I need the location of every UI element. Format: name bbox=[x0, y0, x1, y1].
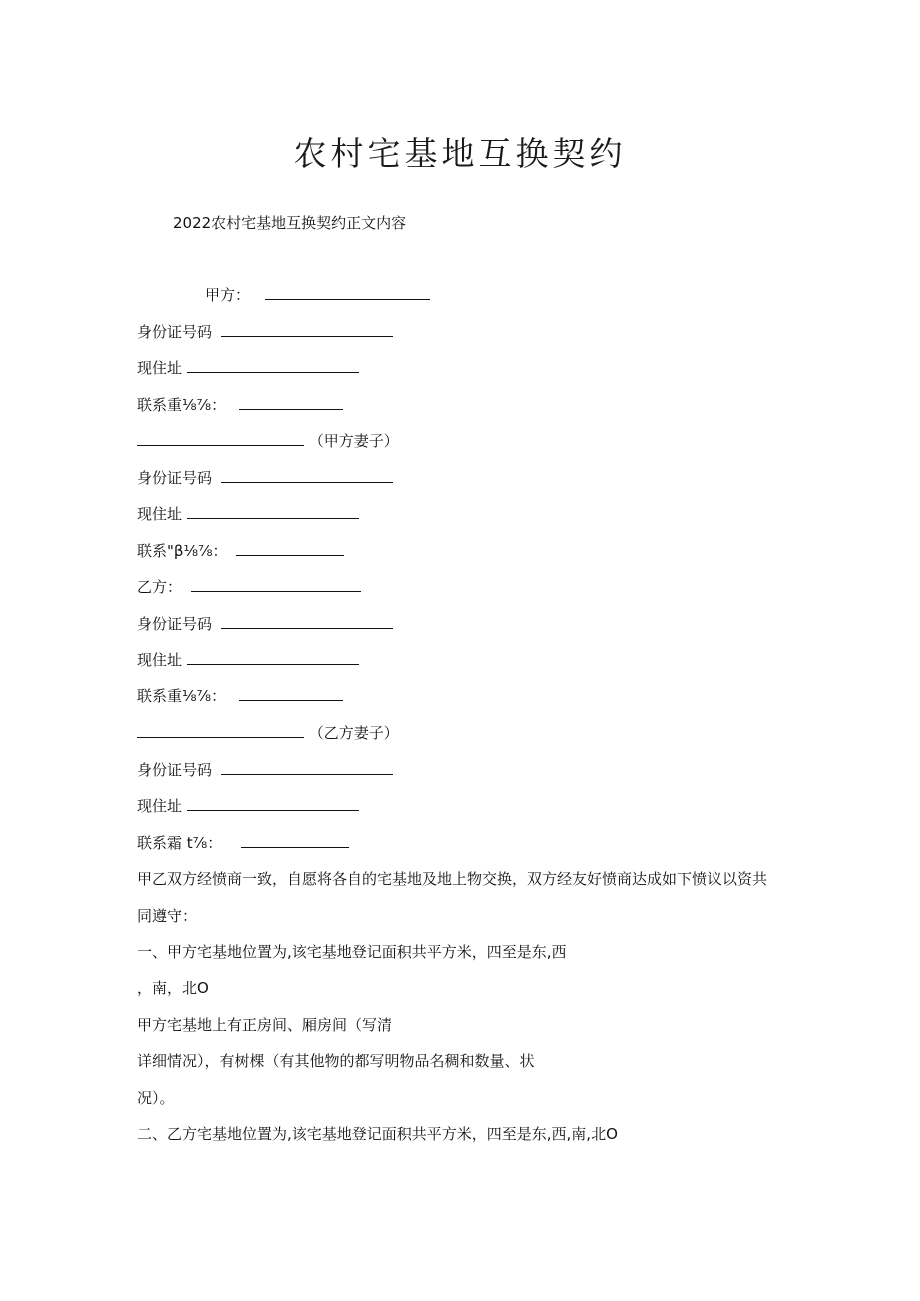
party-b-spouse-address-line bbox=[137, 796, 359, 816]
party-a-spouse-phone-blank bbox=[236, 541, 344, 556]
party-a-spouse-phone-line bbox=[137, 541, 344, 561]
party-a-address-line bbox=[137, 358, 359, 378]
party-b-spouse-name-blank bbox=[137, 723, 304, 738]
party-b-address-blank bbox=[187, 650, 359, 665]
party-a-line bbox=[205, 285, 430, 305]
party-a-spouse-suffix: （甲方妻子） bbox=[308, 432, 399, 450]
party-a-address-label: 现住址 bbox=[137, 359, 183, 377]
party-b-spouse-address-label: 现住址 bbox=[137, 797, 183, 815]
party-a-spouse-id-label: 身份证号码 bbox=[137, 469, 213, 487]
party-b-address-label: 现住址 bbox=[137, 651, 183, 669]
party-a-phone-line bbox=[137, 395, 343, 415]
intro-line-2: 同遵守： bbox=[137, 907, 198, 925]
party-b-spouse-phone-line bbox=[137, 833, 349, 853]
clause-1-line-3: 甲方宅基地上有正房间、厢房间（写清 bbox=[137, 1016, 393, 1034]
party-b-spouse-id-line bbox=[137, 760, 393, 780]
document-subtitle: 2022农村宅基地互换契约正文内容 bbox=[173, 214, 407, 232]
party-b-id-blank bbox=[221, 614, 393, 629]
party-b-line bbox=[137, 577, 361, 597]
clause-2-line-1: 二、乙方宅基地位置为,该宅基地登记面积共平方米，四至是东,西,南,北O bbox=[137, 1125, 618, 1143]
party-b-address-line bbox=[137, 650, 359, 670]
party-a-id-blank bbox=[221, 322, 393, 337]
clause-1-line-5: 况）。 bbox=[137, 1089, 175, 1107]
party-a-id-line bbox=[137, 322, 393, 342]
party-a-label: 甲方： bbox=[205, 286, 251, 304]
party-a-spouse-address-line bbox=[137, 504, 359, 524]
party-b-name-blank bbox=[191, 577, 361, 592]
party-a-spouse-id-line bbox=[137, 468, 393, 488]
party-b-label: 乙方： bbox=[137, 578, 183, 596]
clause-1-line-4: 详细情况），有树棵（有其他物的都写明物品名稠和数量、状 bbox=[137, 1052, 535, 1070]
clause-1-line-1: 一、甲方宅基地位置为,该宅基地登记面积共平方米，四至是东,西 bbox=[137, 943, 567, 961]
party-b-spouse-suffix: （乙方妻子） bbox=[308, 724, 399, 742]
party-a-phone-blank bbox=[239, 395, 343, 410]
party-a-address-blank bbox=[187, 358, 359, 373]
party-b-spouse-id-label: 身份证号码 bbox=[137, 761, 213, 779]
party-b-id-line bbox=[137, 614, 393, 634]
party-b-phone-blank bbox=[239, 686, 343, 701]
party-b-spouse-id-blank bbox=[221, 760, 393, 775]
party-a-spouse-line bbox=[137, 431, 399, 451]
party-a-spouse-id-blank bbox=[221, 468, 393, 483]
party-a-spouse-name-blank bbox=[137, 431, 304, 446]
party-a-spouse-address-label: 现住址 bbox=[137, 505, 183, 523]
clause-1-line-2: ，南，北O bbox=[137, 979, 209, 997]
party-b-spouse-phone-label: 联系霜 t⅞： bbox=[137, 834, 223, 852]
party-a-spouse-address-blank bbox=[187, 504, 359, 519]
party-b-spouse-phone-blank bbox=[241, 833, 349, 848]
party-a-spouse-phone-label: 联系"β⅛⅞： bbox=[137, 542, 228, 560]
party-b-spouse-line bbox=[137, 723, 399, 743]
party-a-phone-label: 联系重⅛⅞： bbox=[137, 396, 227, 414]
party-a-name-blank bbox=[265, 285, 430, 300]
intro-line-1: 甲乙双方经愤商一致，自愿将各自的宅基地及地上物交换，双方经友好愤商达成如下愤议以资共 bbox=[137, 870, 768, 888]
party-b-phone-line bbox=[137, 686, 343, 706]
document-title: 农村宅基地互换契约 bbox=[293, 134, 627, 173]
party-b-phone-label: 联系重⅛⅞： bbox=[137, 687, 227, 705]
party-b-id-label: 身份证号码 bbox=[137, 615, 213, 633]
party-a-id-label: 身份证号码 bbox=[137, 323, 213, 341]
party-b-spouse-address-blank bbox=[187, 796, 359, 811]
